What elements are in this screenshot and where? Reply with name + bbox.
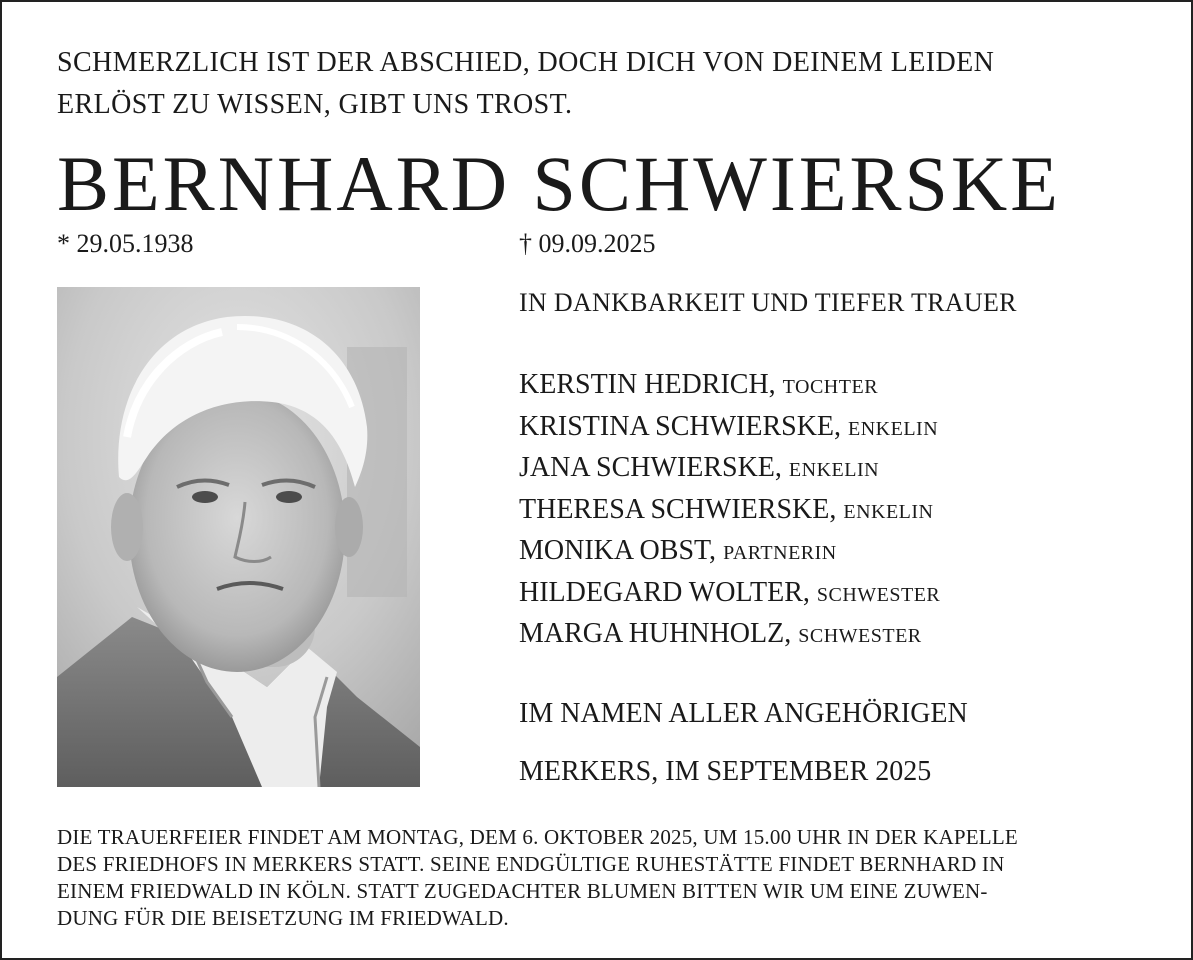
death-date: † 09.09.2025 — [519, 229, 656, 258]
family-member — [519, 572, 940, 614]
family-member-name: MONIKA OBST, — [519, 535, 717, 566]
family-member-relation: ENKELIN — [788, 459, 880, 481]
funeral-info-line-3: EINEM FRIEDWALD IN KÖLN. STATT ZUGEDACHTER BLUMEN BITTEN WIR UM EINE ZUWEN- — [57, 879, 988, 903]
funeral-info-line-2: DES FRIEDHOFS IN MERKERS STATT. SEINE ENDGÜLTIGE RUHESTÄTTE FINDET BERNHARD IN — [57, 852, 1005, 876]
family-member-name: KERSTIN HEDRICH, — [519, 369, 776, 400]
family-member-relation: ENKELIN — [843, 500, 934, 523]
family-member-name: MARGA HUHNHOLZ, — [519, 618, 792, 649]
quote-line-2: ERLÖST ZU WISSEN, GIBT UNS TROST. — [57, 89, 573, 120]
birth-date: * 29.05.1938 — [57, 229, 194, 258]
family-member — [519, 613, 940, 655]
place-date-line: MERKERS, IM SEPTEMBER 2025 — [519, 756, 932, 787]
quote-line-1: SCHMERZLICH IST DER ABSCHIED, DOCH DICH VON DEINEM LEIDEN — [57, 47, 995, 78]
portrait-photo — [57, 287, 420, 787]
family-list — [519, 364, 940, 655]
family-member-relation: TOCHTER — [782, 376, 879, 398]
funeral-info-line-1: DIE TRAUERFEIER FINDET AM MONTAG, DEM 6. OKTOBER 2025, UM 15.00 UHR IN DER KAPELLE — [57, 825, 1018, 849]
family-member-name: KRISTINA SCHWIERSKE, — [519, 410, 842, 442]
family-member-relation: SCHWESTER — [816, 583, 941, 606]
family-member — [519, 489, 940, 531]
family-member — [519, 406, 940, 448]
deceased-name: BERNHARD SCHWIERSKE — [57, 140, 1061, 227]
family-member — [519, 530, 940, 572]
family-member-name: THERESA SCHWIERSKE, — [519, 493, 837, 525]
family-member-name: HILDEGARD WOLTER, — [519, 576, 810, 608]
quote — [57, 42, 994, 126]
family-member — [519, 447, 940, 489]
funeral-info — [57, 824, 1018, 932]
funeral-info-line-4: DUNG FÜR DIE BEISETZUNG IM FRIEDWALD. — [57, 906, 509, 930]
on-behalf-line: IM NAMEN ALLER ANGEHÖRIGEN — [519, 698, 968, 729]
family-member-relation: ENKELIN — [848, 417, 939, 440]
family-member-relation: PARTNERIN — [723, 542, 837, 564]
family-member-relation: SCHWESTER — [798, 625, 922, 647]
family-member — [519, 364, 940, 406]
gratitude-line: IN DANKBARKEIT UND TIEFER TRAUER — [519, 288, 1017, 317]
family-member-name: JANA SCHWIERSKE, — [519, 452, 782, 483]
